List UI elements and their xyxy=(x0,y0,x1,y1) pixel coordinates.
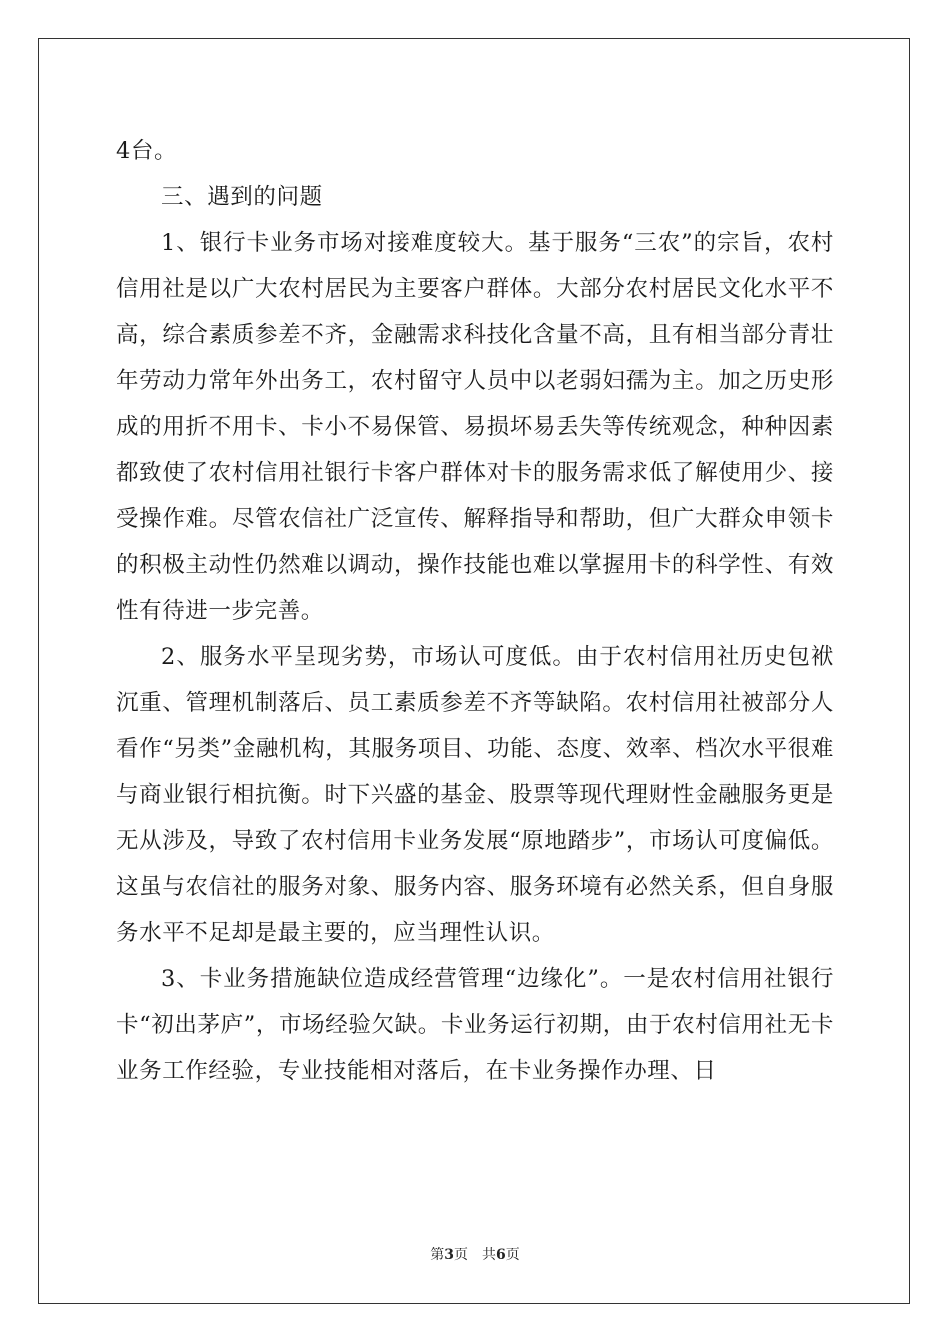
paragraph: 3、卡业务措施缺位造成经营管理“边缘化”。一是农村信用社银行卡“初出茅庐”，市场经验欠缺。卡业务运行初期，由于农村信用社无卡业务工作经验，专业技能相对落后，在卡业务操作办理、日 xyxy=(116,966,834,1084)
footer-suffix: 页 xyxy=(505,1247,520,1263)
current-page-number: 3 xyxy=(444,1247,454,1263)
footer-prefix: 第 xyxy=(430,1247,445,1263)
total-page-number: 6 xyxy=(496,1247,506,1263)
document-body xyxy=(116,128,834,1094)
section-heading: 三、遇到的问题 xyxy=(161,184,323,210)
paragraph: 4台。 xyxy=(116,138,178,164)
paragraph: 2、服务水平呈现劣势，市场认可度低。由于农村信用社历史包袱沉重、管理机制落后、员工素质参差不齐等缺陷。农村信用社被部分人看作“另类”金融机构，其服务项目、功能、态度、效率、档次水平很难与商业银行相抗衡。时下兴盛的基金、股票等现代理财性金融服务更是无从涉及，导致了农村信用卡业务发展“原地踏步”，市场认可度偏低。这虽与农信社的服务对象、服务内容、服务环境有必然关系，但自身服务水平不足却是最主要的，应当理性认识。 xyxy=(116,644,834,946)
footer-middle: 页 共 xyxy=(454,1247,496,1263)
paragraph: 1、银行卡业务市场对接难度较大。基于服务“三农”的宗旨，农村信用社是以广大农村居民为主要客户群体。大部分农村居民文化水平不高，综合素质参差不齐，金融需求科技化含量不高，且有相当部分青壮年劳动力常年外出务工，农村留守人员中以老弱妇孺为主。加之历史形成的用折不用卡、卡小不易保管、易损坏易丢失等传统观念，种种因素都致使了农村信用社银行卡客户群体对卡的服务需求低了解使用少、接受操作难。尽管农信社广泛宣传、解释指导和帮助，但广大群众申领卡的积极主动性仍然难以调动，操作技能也难以掌握用卡的科学性、有效性有待进一步完善。 xyxy=(116,230,834,624)
page-footer xyxy=(0,1246,950,1264)
